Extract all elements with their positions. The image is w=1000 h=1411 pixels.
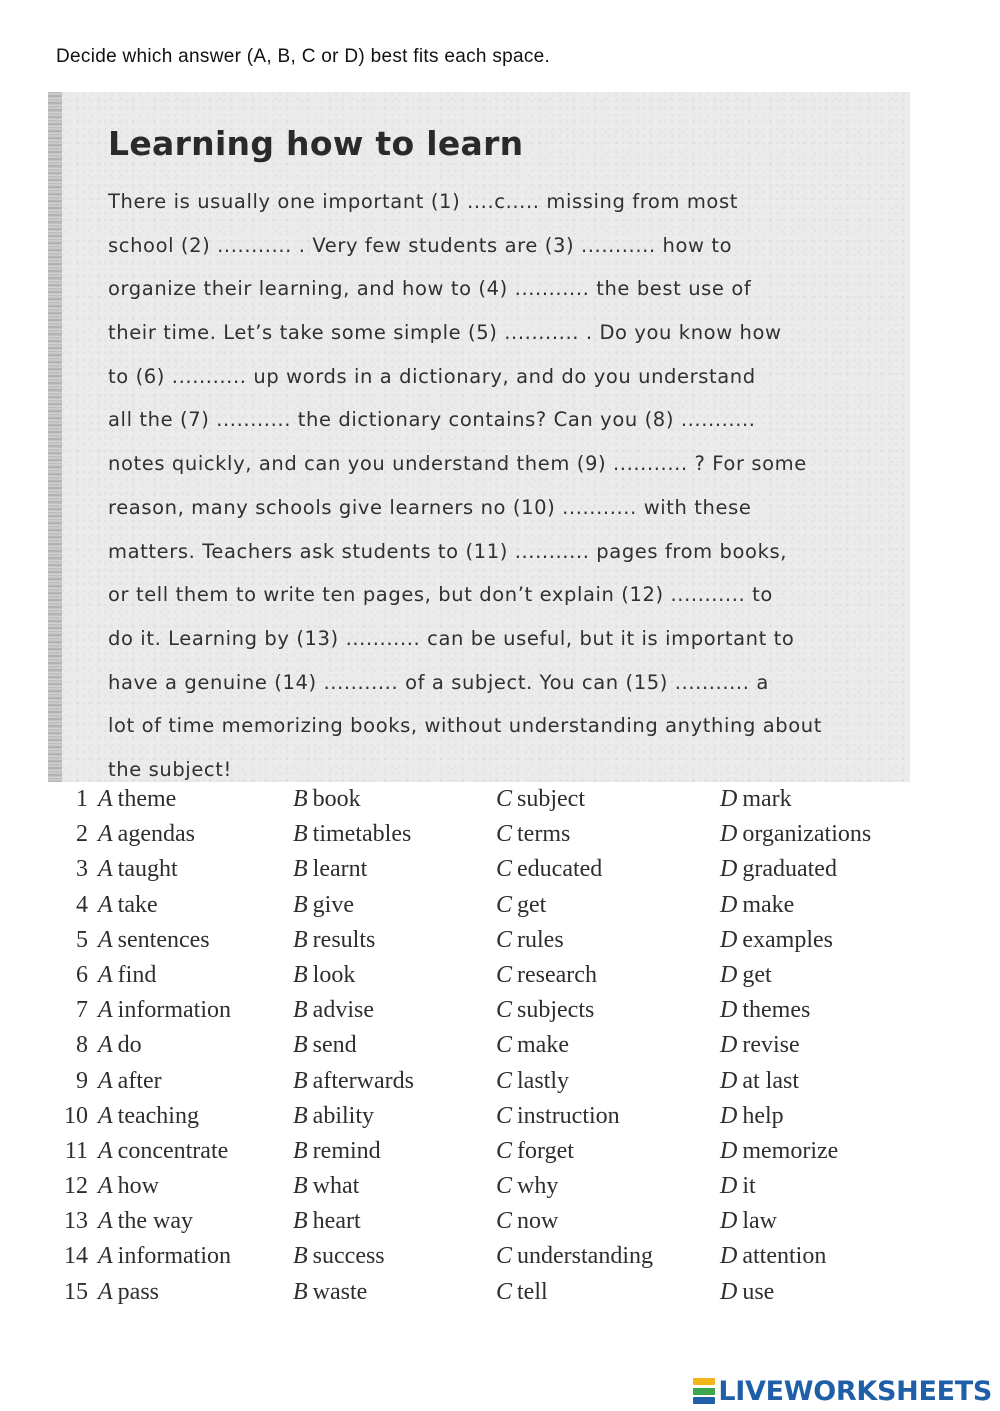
option-letter: C xyxy=(496,1278,513,1305)
option-letter: D xyxy=(720,856,738,883)
option-d[interactable] xyxy=(720,923,833,958)
option-d[interactable] xyxy=(720,1099,784,1134)
option-word: attention xyxy=(742,1243,827,1270)
option-word: help xyxy=(742,1102,784,1129)
option-c[interactable] xyxy=(496,1275,548,1310)
option-word: book xyxy=(312,786,361,812)
passage-line: the subject! xyxy=(108,757,232,781)
option-letter: A xyxy=(98,856,113,883)
option-letter: B xyxy=(293,1067,308,1094)
option-row xyxy=(56,1204,956,1239)
passage-line: or tell them to write ten pages, but don’t explain (12) ........... to xyxy=(108,583,773,607)
option-letter: A xyxy=(98,786,113,812)
option-a[interactable] xyxy=(98,1204,193,1239)
option-a[interactable] xyxy=(98,1064,162,1099)
option-d[interactable] xyxy=(720,1134,838,1169)
option-word: remind xyxy=(312,1137,381,1164)
option-letter: D xyxy=(720,1208,738,1235)
option-row xyxy=(56,1169,956,1204)
answer-options-table xyxy=(56,782,956,1310)
option-b[interactable] xyxy=(293,1239,385,1274)
option-row xyxy=(56,1099,956,1134)
option-letter: A xyxy=(98,926,113,953)
option-letter: D xyxy=(720,891,738,918)
option-word: educated xyxy=(517,856,603,883)
option-word: information xyxy=(117,1243,231,1270)
option-word: why xyxy=(517,1173,559,1200)
option-d[interactable] xyxy=(720,1204,777,1239)
option-b[interactable] xyxy=(293,1064,414,1099)
option-word: subjects xyxy=(517,997,595,1024)
option-letter: C xyxy=(496,821,513,848)
question-number: 14 xyxy=(64,1243,88,1270)
option-word: examples xyxy=(742,926,833,953)
option-letter: A xyxy=(98,821,113,848)
option-a[interactable] xyxy=(98,923,210,958)
option-word: look xyxy=(312,961,356,988)
option-letter: D xyxy=(720,786,738,812)
option-word: concentrate xyxy=(117,1137,229,1164)
option-c[interactable] xyxy=(496,958,597,993)
option-c[interactable] xyxy=(496,817,570,852)
option-letter: A xyxy=(98,997,113,1024)
passage-line: do it. Learning by (13) ........... can be useful, but it is important to xyxy=(108,626,795,650)
option-word: rules xyxy=(517,926,564,953)
option-c[interactable] xyxy=(496,1204,558,1239)
option-word: it xyxy=(742,1173,756,1200)
option-row xyxy=(56,888,956,923)
option-word: find xyxy=(117,961,157,988)
option-letter: A xyxy=(98,1137,113,1164)
option-letter: B xyxy=(293,1243,308,1270)
option-letter: C xyxy=(496,786,513,812)
option-letter: B xyxy=(293,1173,308,1200)
option-word: forget xyxy=(517,1137,574,1164)
option-word: do xyxy=(117,1032,142,1059)
option-a[interactable] xyxy=(98,852,178,887)
passage-line: school (2) ........... . Very few students are (3) ........... how to xyxy=(108,233,733,257)
option-a[interactable] xyxy=(98,1134,228,1169)
option-letter: D xyxy=(720,1137,738,1164)
option-word: waste xyxy=(312,1278,368,1305)
option-letter: B xyxy=(293,786,308,812)
option-b[interactable] xyxy=(293,1204,361,1239)
option-b[interactable] xyxy=(293,1169,359,1204)
option-letter: C xyxy=(496,926,513,953)
option-word: tell xyxy=(517,1278,548,1305)
question-number: 11 xyxy=(64,1137,88,1164)
option-c[interactable] xyxy=(496,1134,574,1169)
option-word: results xyxy=(312,926,376,953)
option-letter: D xyxy=(720,1102,738,1129)
option-word: theme xyxy=(117,786,177,812)
question-number: 13 xyxy=(64,1208,88,1235)
question-number: 8 xyxy=(76,1032,88,1059)
option-letter: D xyxy=(720,821,738,848)
option-letter: B xyxy=(293,856,308,883)
option-word: give xyxy=(312,891,354,918)
option-c[interactable] xyxy=(496,1064,569,1099)
option-letter: C xyxy=(496,1173,513,1200)
option-letter: D xyxy=(720,1243,738,1270)
option-b[interactable] xyxy=(293,1134,381,1169)
option-letter: A xyxy=(98,891,113,918)
option-word: information xyxy=(117,997,231,1024)
option-a[interactable] xyxy=(98,958,156,993)
option-c[interactable] xyxy=(496,1169,558,1204)
option-letter: A xyxy=(98,1173,113,1200)
question-number: 1 xyxy=(76,786,88,812)
option-word: subject xyxy=(517,786,585,812)
passage-line: There is usually one important (1) ....c..... missing from most xyxy=(108,190,738,213)
option-word: mark xyxy=(742,786,792,812)
liveworksheets-logo xyxy=(693,1374,992,1408)
option-word: law xyxy=(742,1208,777,1235)
option-row xyxy=(56,817,956,852)
option-letter: C xyxy=(496,997,513,1024)
option-b[interactable] xyxy=(293,1028,357,1063)
option-d[interactable] xyxy=(720,852,837,887)
question-number: 15 xyxy=(64,1278,88,1305)
question-number: 3 xyxy=(76,856,88,883)
question-number: 9 xyxy=(76,1067,88,1094)
option-b[interactable] xyxy=(293,852,367,887)
option-word: lastly xyxy=(517,1067,570,1094)
option-letter: B xyxy=(293,821,308,848)
option-word: organizations xyxy=(742,821,872,848)
option-word: taught xyxy=(117,856,178,883)
option-letter: D xyxy=(720,961,738,988)
option-word: heart xyxy=(312,1208,361,1235)
logo-bar xyxy=(693,1388,715,1395)
option-c[interactable] xyxy=(496,1028,569,1063)
passage-line: lot of time memorizing books, without understanding anything about xyxy=(108,714,822,738)
option-word: make xyxy=(517,1032,569,1059)
option-word: make xyxy=(742,891,795,918)
option-d[interactable] xyxy=(720,888,794,923)
option-b[interactable] xyxy=(293,817,411,852)
option-word: themes xyxy=(742,997,811,1024)
option-word: send xyxy=(312,1032,357,1059)
passage-line: all the (7) ........... the dictionary contains? Can you (8) ........... xyxy=(108,408,756,432)
option-word: agendas xyxy=(117,821,195,848)
option-b[interactable] xyxy=(293,888,354,923)
option-d[interactable] xyxy=(720,1064,799,1099)
option-a[interactable] xyxy=(98,1275,159,1310)
option-a[interactable] xyxy=(98,1239,231,1274)
option-letter: B xyxy=(293,1278,308,1305)
option-letter: B xyxy=(293,891,308,918)
passage-line: their time. Let’s take some simple (5) ........... . Do you know how xyxy=(108,321,782,345)
option-word: afterwards xyxy=(312,1067,414,1094)
option-a[interactable] xyxy=(98,1028,142,1063)
option-word: what xyxy=(312,1173,360,1200)
option-c[interactable] xyxy=(496,888,546,923)
option-letter: D xyxy=(720,926,738,953)
option-letter: B xyxy=(293,961,308,988)
option-d[interactable] xyxy=(720,993,810,1028)
option-d[interactable] xyxy=(720,1239,826,1274)
option-word: understanding xyxy=(517,1243,653,1270)
option-b[interactable] xyxy=(293,923,375,958)
logo-bar xyxy=(693,1397,715,1404)
option-row xyxy=(56,1028,956,1063)
option-word: success xyxy=(312,1243,385,1270)
option-row xyxy=(56,1064,956,1099)
option-a[interactable] xyxy=(98,817,195,852)
option-c[interactable] xyxy=(496,1239,653,1274)
option-word: terms xyxy=(517,821,571,848)
option-a[interactable] xyxy=(98,993,231,1028)
option-word: pass xyxy=(117,1278,160,1305)
option-b[interactable] xyxy=(293,993,374,1028)
liveworksheets-wordmark: LIVEWORKSHEETS xyxy=(718,1375,992,1407)
option-row xyxy=(56,923,956,958)
option-c[interactable] xyxy=(496,923,564,958)
option-word: sentences xyxy=(117,926,210,953)
question-number: 12 xyxy=(64,1173,88,1200)
question-number: 2 xyxy=(76,821,88,848)
option-letter: D xyxy=(720,1032,738,1059)
passage-line: notes quickly, and can you understand them (9) ........... ? For some xyxy=(108,452,807,476)
option-row xyxy=(56,1275,956,1310)
option-letter: C xyxy=(496,961,513,988)
option-word: timetables xyxy=(312,821,412,848)
question-number: 10 xyxy=(64,1102,88,1129)
option-letter: D xyxy=(720,1278,738,1305)
option-word: get xyxy=(517,891,547,918)
option-word: revise xyxy=(742,1032,800,1059)
option-letter: B xyxy=(293,997,308,1024)
question-number: 4 xyxy=(76,891,88,918)
option-word: get xyxy=(742,961,772,988)
instruction-text: Decide which answer (A, B, C or D) best fits each space. xyxy=(56,46,551,67)
passage-line: matters. Teachers ask students to (11) ........... pages from books, xyxy=(108,539,788,563)
passage-title: Learning how to learn xyxy=(108,124,524,163)
option-b[interactable] xyxy=(293,1275,367,1310)
option-row xyxy=(56,782,956,817)
option-row xyxy=(56,1239,956,1274)
option-letter: A xyxy=(98,1067,113,1094)
option-letter: C xyxy=(496,1067,513,1094)
option-letter: C xyxy=(496,891,513,918)
option-b[interactable] xyxy=(293,782,361,817)
option-row xyxy=(56,958,956,993)
option-word: graduated xyxy=(742,856,837,883)
scan-edge-shadow xyxy=(48,92,62,782)
option-word: how xyxy=(117,1173,160,1200)
liveworksheets-icon xyxy=(693,1378,715,1404)
option-letter: C xyxy=(496,1208,513,1235)
option-word: take xyxy=(117,891,158,918)
option-word: memorize xyxy=(742,1137,839,1164)
option-letter: B xyxy=(293,926,308,953)
passage-line: organize their learning, and how to (4) ........... the best use of xyxy=(108,277,752,301)
option-d[interactable] xyxy=(720,1028,800,1063)
passage-line: to (6) ........... up words in a dictionary, and do you understand xyxy=(108,364,756,388)
question-number: 7 xyxy=(76,997,88,1024)
option-letter: B xyxy=(293,1032,308,1059)
option-letter: C xyxy=(496,1032,513,1059)
option-letter: D xyxy=(720,1067,738,1094)
option-letter: C xyxy=(496,856,513,883)
logo-bar xyxy=(693,1378,715,1385)
option-letter: A xyxy=(98,961,113,988)
option-letter: C xyxy=(496,1137,513,1164)
passage-line: have a genuine (14) ........... of a subject. You can (15) ........... a xyxy=(108,670,769,694)
option-row xyxy=(56,852,956,887)
option-word: ability xyxy=(312,1102,374,1129)
option-letter: C xyxy=(496,1243,513,1270)
option-letter: D xyxy=(720,1173,738,1200)
option-d[interactable] xyxy=(720,958,772,993)
question-number: 5 xyxy=(76,926,88,953)
option-a[interactable] xyxy=(98,1169,159,1204)
option-d[interactable] xyxy=(720,782,792,817)
option-word: now xyxy=(517,1208,559,1235)
option-letter: B xyxy=(293,1137,308,1164)
option-c[interactable] xyxy=(496,1099,620,1134)
option-word: teaching xyxy=(117,1102,199,1129)
option-a[interactable] xyxy=(98,782,176,817)
option-word: learnt xyxy=(312,856,368,883)
option-row xyxy=(56,1134,956,1169)
option-letter: A xyxy=(98,1208,113,1235)
option-row xyxy=(56,993,956,1028)
passage-body xyxy=(108,180,908,792)
option-d[interactable] xyxy=(720,1169,756,1204)
option-word: after xyxy=(117,1067,162,1094)
passage-line: reason, many schools give learners no (10) ........... with these xyxy=(108,495,752,519)
option-word: advise xyxy=(312,997,374,1024)
option-letter: A xyxy=(98,1032,113,1059)
option-a[interactable] xyxy=(98,1099,199,1134)
option-word: the way xyxy=(117,1208,193,1235)
question-number: 6 xyxy=(76,961,88,988)
option-a[interactable] xyxy=(98,888,158,923)
option-b[interactable] xyxy=(293,958,355,993)
option-letter: B xyxy=(293,1102,308,1129)
option-letter: B xyxy=(293,1208,308,1235)
option-d[interactable] xyxy=(720,1275,774,1310)
option-letter: A xyxy=(98,1102,113,1129)
option-word: instruction xyxy=(517,1102,620,1129)
option-word: at last xyxy=(742,1067,799,1094)
option-letter: D xyxy=(720,997,738,1024)
option-letter: A xyxy=(98,1243,113,1270)
option-b[interactable] xyxy=(293,1099,374,1134)
option-letter: C xyxy=(496,1102,513,1129)
option-c[interactable] xyxy=(496,993,594,1028)
option-word: research xyxy=(517,961,597,988)
option-word: use xyxy=(742,1278,775,1305)
option-c[interactable] xyxy=(496,852,602,887)
option-d[interactable] xyxy=(720,817,871,852)
option-letter: A xyxy=(98,1278,113,1305)
option-c[interactable] xyxy=(496,782,585,817)
